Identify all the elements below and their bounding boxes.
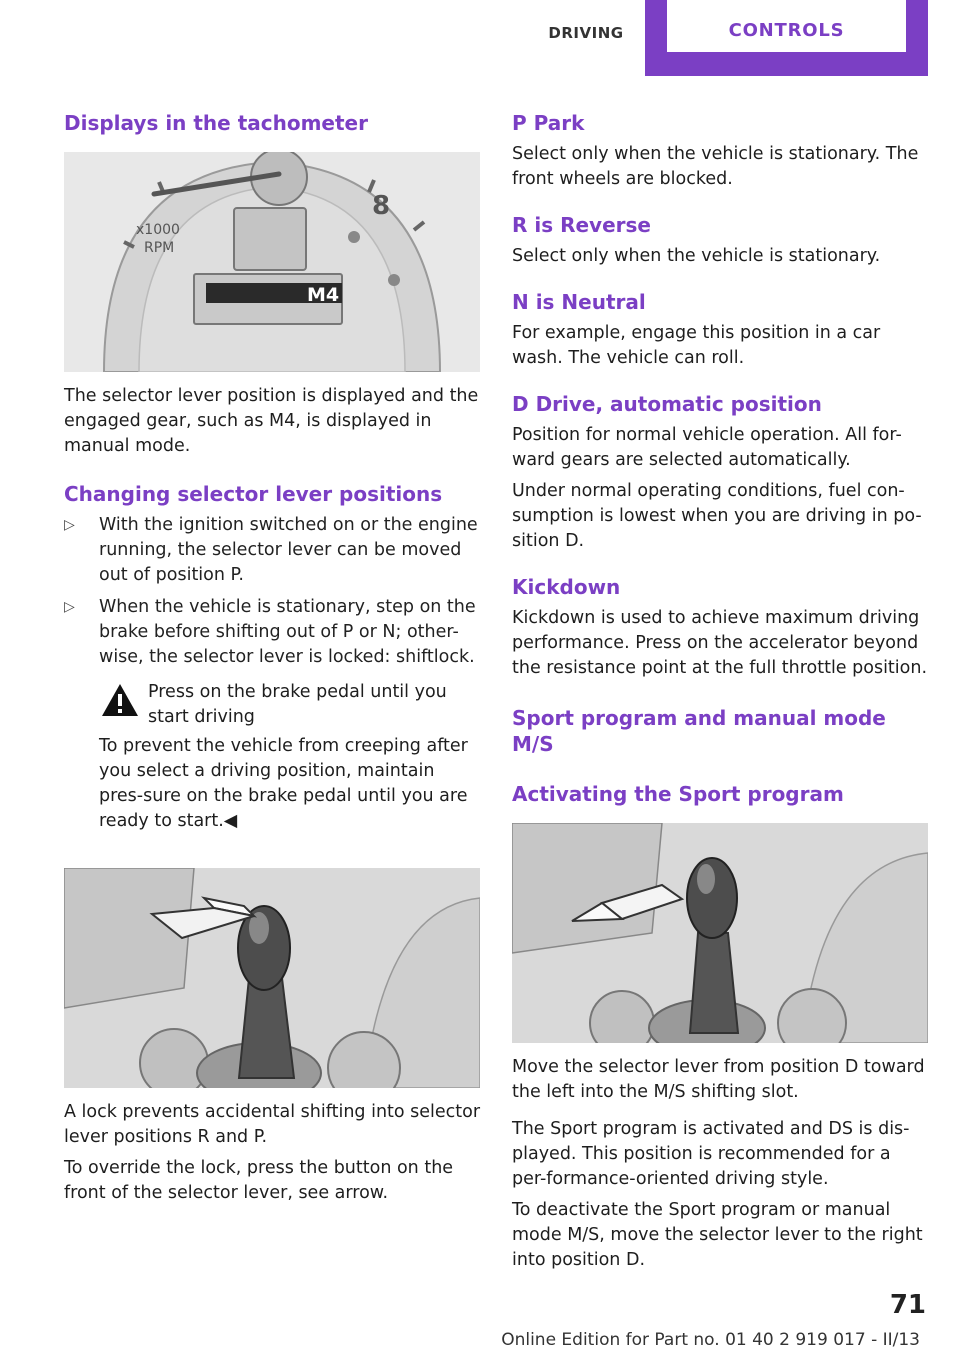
heading-neutral: N is Neutral <box>512 290 646 314</box>
lock-text-1: A lock prevents accidental shifting into selector lever positions R and P. <box>64 1102 481 1147</box>
header-chapter-tab <box>645 0 928 76</box>
sport-text-2: To deactivate the Sport program or manual mode M/S, move the selector lever to the right into position D. <box>512 1200 923 1270</box>
sport-text-1: The Sport program is activated and DS is dis-played. This position is recommended for a per-formance-oriented driving style. <box>512 1119 910 1189</box>
bullet-triangle-icon: ▷ <box>64 517 75 533</box>
header-chapter: CONTROLS <box>667 0 906 52</box>
header-section: DRIVING <box>548 24 624 42</box>
tach-gear-display: M4 <box>307 284 340 306</box>
heading-tachometer: Displays in the tachometer <box>64 111 368 135</box>
tach-description: The selector lever position is displayed and the engaged gear, such as M4, is displayed in manual mode. <box>64 386 479 456</box>
drive-text-1: Position for normal vehicle operation. All for-ward gears are selected automatically. <box>512 425 902 470</box>
tachometer-figure <box>64 152 480 372</box>
changing-bullets <box>64 513 484 670</box>
left-column <box>64 110 484 1206</box>
warning-triangle-icon <box>100 682 140 718</box>
warning-body: To prevent the vehicle from creeping after you select a driving position, maintain pres-sure on the brake pedal until you are ready to start.◀ <box>99 736 468 831</box>
heading-drive: D Drive, automatic position <box>512 392 822 416</box>
tach-label-x1000: x1000 <box>136 222 180 238</box>
kickdown-text: Kickdown is used to achieve maximum driving performance. Press on the accelerator beyond the resistance point at the full throttle position. <box>512 608 928 678</box>
sport-shift-figure <box>512 823 928 1043</box>
reverse-text: Select only when the vehicle is stationary. <box>512 246 881 266</box>
bullet-item: ▷ With the ignition switched on or the engine running, the selector lever can be moved out of position P. <box>64 515 478 585</box>
heading-park: P Park <box>512 111 585 135</box>
tach-label-8: 8 <box>372 191 391 221</box>
neutral-text: For example, engage this position in a car wash. The vehicle can roll. <box>512 323 881 368</box>
move-text: Move the selector lever from position D toward the left into the M/S shifting slot. <box>512 1057 925 1102</box>
heading-kickdown: Kickdown <box>512 575 621 599</box>
lock-text-2: To override the lock, press the button on the front of the selector lever, see arrow. <box>64 1158 454 1203</box>
warning-block <box>64 680 484 730</box>
bullet-item: ▷ When the vehicle is stationary, step on the brake before shifting out of P or N; other-wise, the selector lever is locked: shiftlock. <box>64 597 476 667</box>
warning-title: Press on the brake pedal until you start driving <box>148 682 447 727</box>
shift-lever-lock-illustration <box>64 868 480 1088</box>
heading-activating-sport: Activating the Sport program <box>512 782 844 806</box>
page-number: 71 <box>889 1290 926 1320</box>
footer-edition: Online Edition for Part no. 01 40 2 919 017 - II/13 <box>501 1330 920 1350</box>
tachometer-illustration <box>64 152 480 372</box>
heading-sport-manual: Sport program and manual mode M/S <box>512 706 886 756</box>
right-column <box>512 110 930 1273</box>
park-text: Select only when the vehicle is stationary. The front wheels are blocked. <box>512 144 919 189</box>
bullet-triangle-icon: ▷ <box>64 599 75 615</box>
heading-changing-positions: Changing selector lever positions <box>64 482 443 506</box>
heading-reverse: R is Reverse <box>512 213 651 237</box>
sport-shift-illustration <box>512 823 928 1043</box>
tach-label-rpm: RPM <box>144 240 175 256</box>
drive-text-2: Under normal operating conditions, fuel con-sumption is lowest when you are driving in po-sition D. <box>512 481 922 551</box>
shift-lever-lock-figure <box>64 868 480 1088</box>
